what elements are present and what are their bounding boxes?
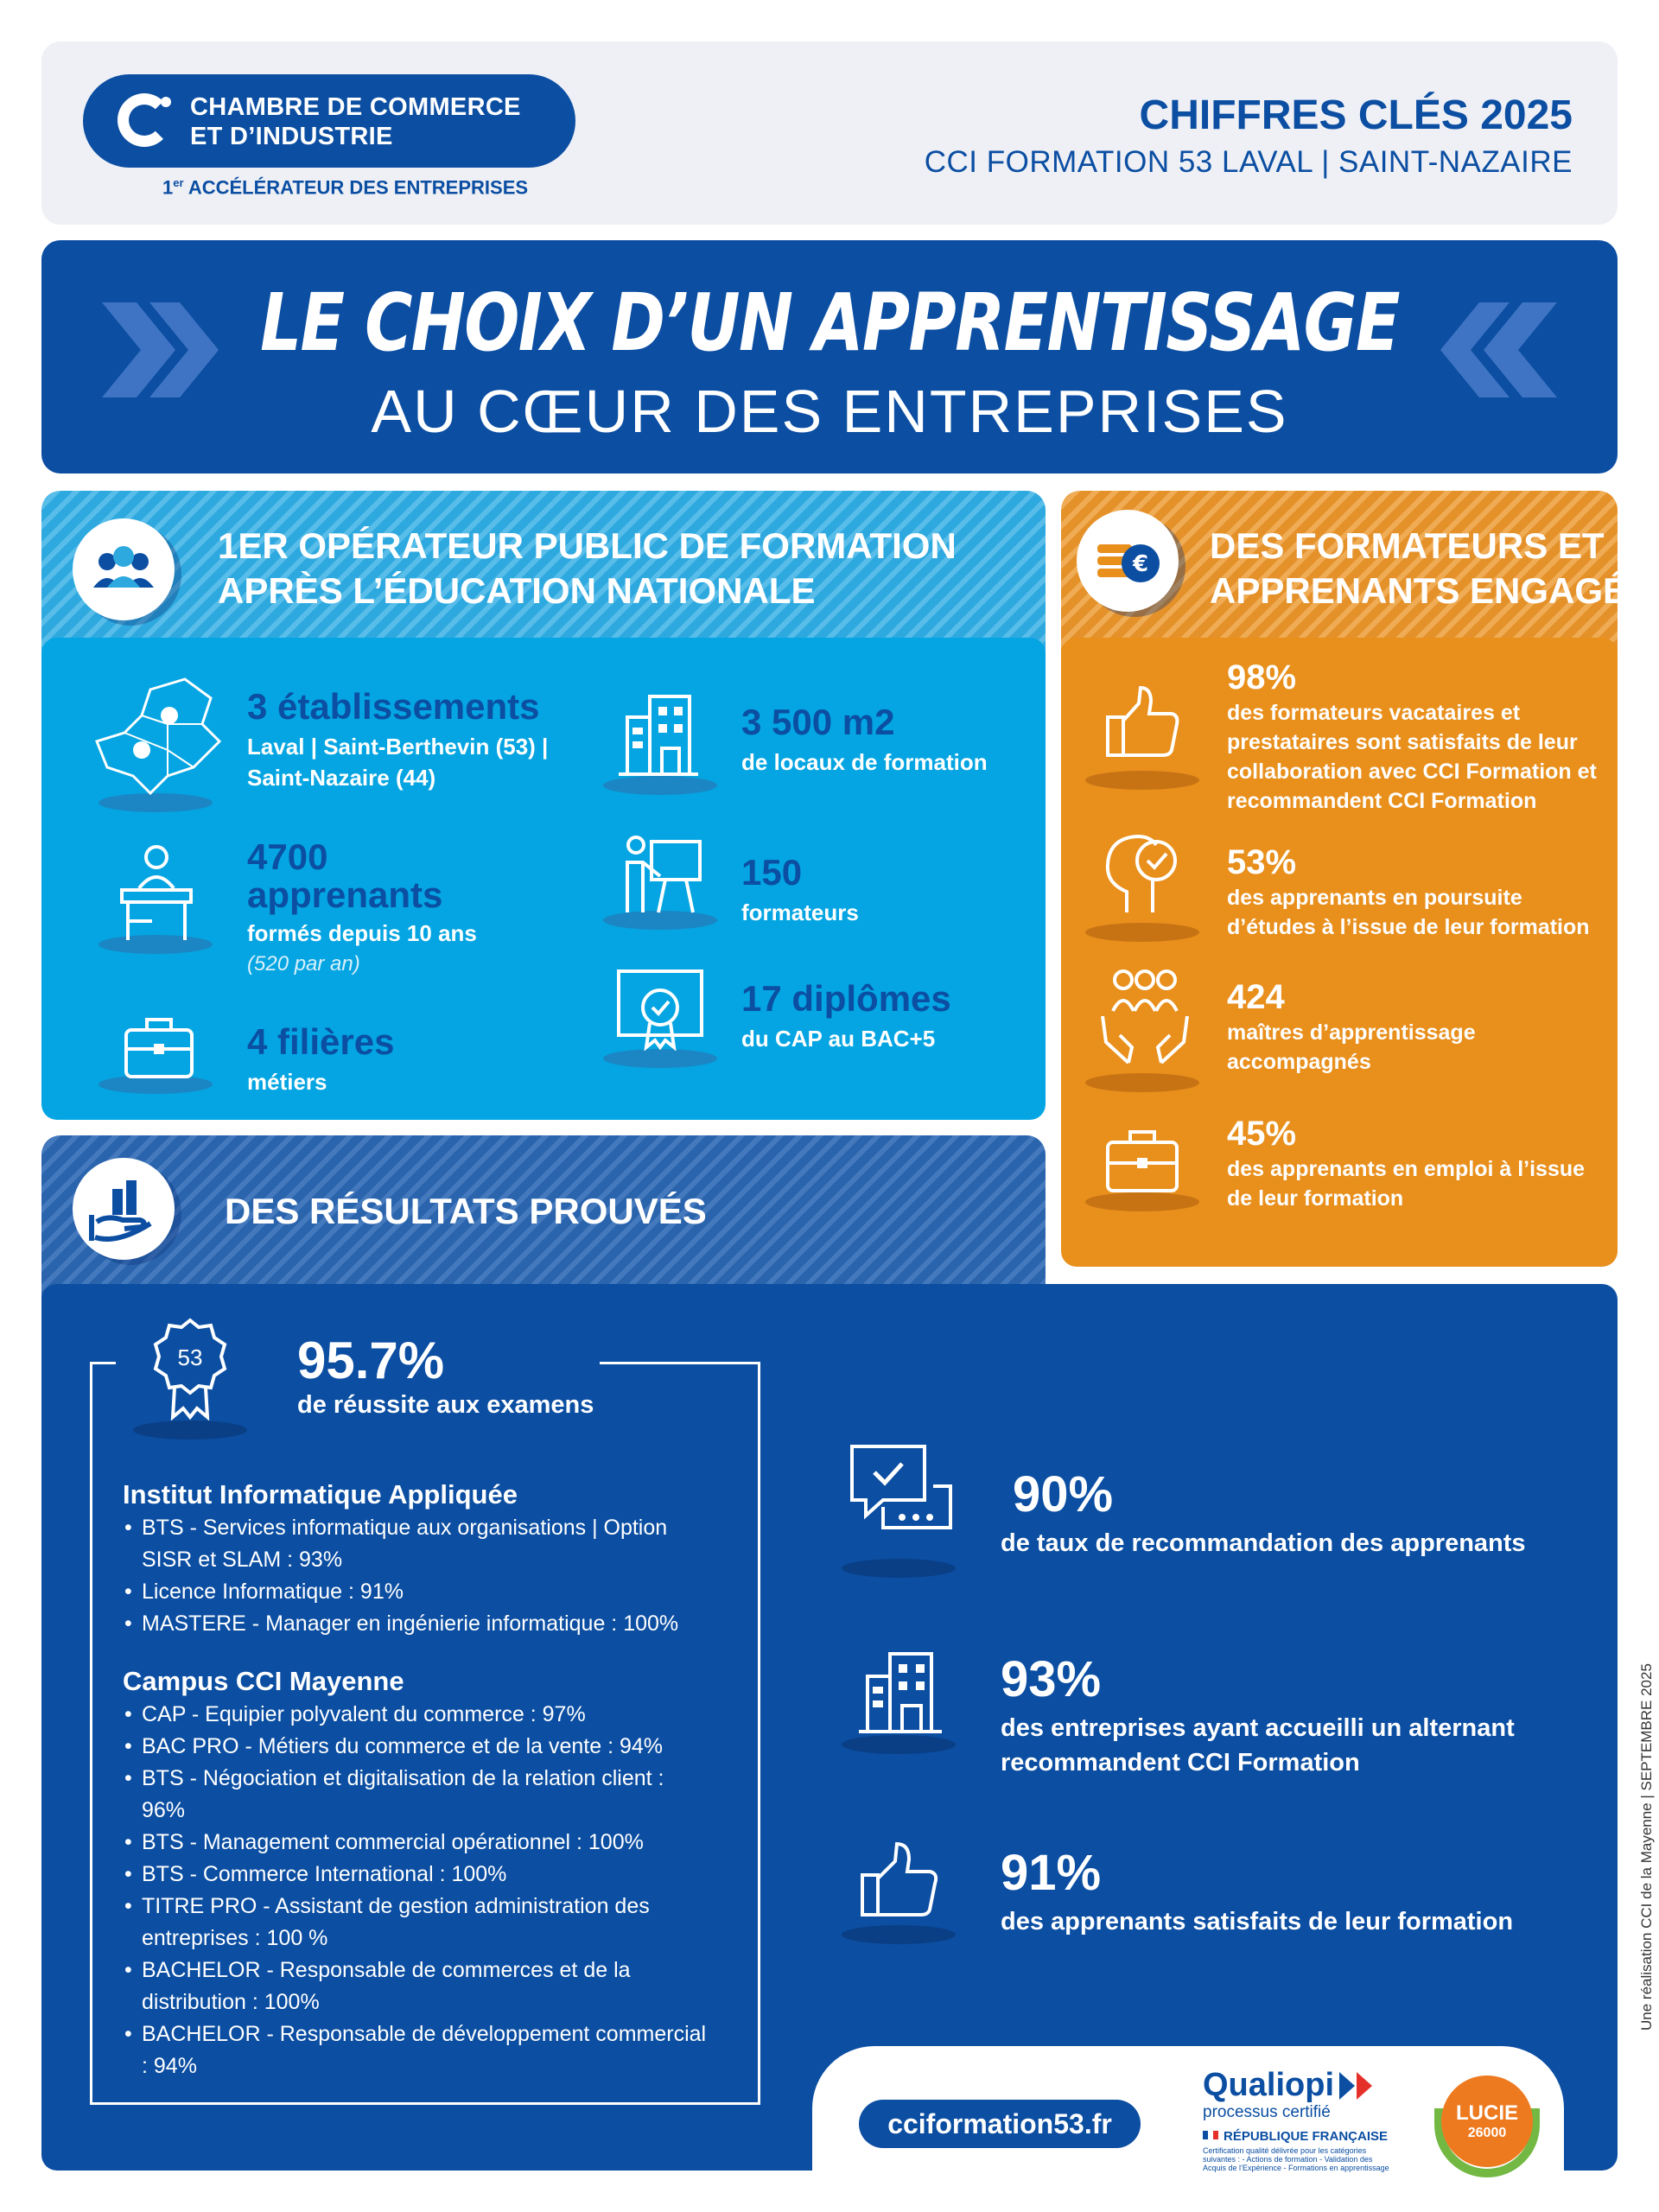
- hero-banner: [41, 240, 1618, 474]
- stat-establishments: 3 établissements: [247, 686, 540, 727]
- cci-logo-dot-icon: [161, 97, 171, 107]
- stat-engaged-desc-2: des apprenants en poursuite d’études à l’issue de leur formation: [1227, 886, 1590, 939]
- stat-diplomas-desc: du CAP au BAC+5: [741, 1026, 936, 1052]
- stat-surface: 3 500 m2: [741, 702, 895, 742]
- stat-learners-2: apprenants: [247, 874, 443, 915]
- page-subtitle: CCI FORMATION 53 LAVAL | SAINT-NAZAIRE: [924, 145, 1573, 179]
- list-item: • BACHELOR - Responsable de développement commercial : 94%: [124, 2018, 712, 2082]
- stat-engaged-pct-3: 424: [1227, 978, 1285, 1016]
- page-title: CHIFFRES CLÉS 2025: [1139, 92, 1573, 138]
- svg-text:€: €: [1132, 551, 1149, 577]
- stat-establishments-desc-1: Laval | Saint-Berthevin (53) |: [247, 734, 549, 760]
- list-item: • Licence Informatique : 91%: [124, 1576, 712, 1608]
- stat-sectors-desc: métiers: [247, 1069, 327, 1095]
- cci-logo[interactable]: [83, 74, 575, 168]
- stat-companies-desc: des entreprises ayant accueilli un alternant recommandent CCI Formation: [1001, 1714, 1515, 1777]
- stat-engaged-pct-1: 98%: [1227, 658, 1297, 696]
- logo-line-1: CHAMBRE DE COMMERCE: [190, 93, 521, 121]
- icon-shadow: [603, 776, 717, 795]
- group-list-campus: [124, 1699, 712, 2082]
- frame-top-left: [90, 1362, 116, 1364]
- icon-shadow: [1085, 771, 1199, 790]
- briefcase-icon: [1104, 1127, 1180, 1194]
- trainer-board-icon: [622, 835, 703, 918]
- stat-engaged-desc-4: des apprenants en emploi à l’issue de leur formation: [1227, 1157, 1586, 1211]
- diploma-icon: [615, 968, 705, 1051]
- map-icon: [90, 672, 237, 802]
- head-check-icon: [1101, 830, 1184, 916]
- qualiopi-logo: Qualiopi: [1203, 2067, 1334, 2103]
- section-operator-title-2: APRÈS L’ÉDUCATION NATIONALE: [218, 570, 816, 611]
- logo-tagline: 1er ACCÉLÉRATEUR DES ENTREPRISES: [162, 176, 529, 199]
- group-title-informatique: Institut Informatique Appliquée: [123, 1479, 518, 1510]
- logo-line-2: ET D’INDUSTRIE: [190, 123, 393, 150]
- qualiopi-subtitle: processus certifié: [1203, 2103, 1331, 2121]
- stat-companies-pct: 93%: [1001, 1651, 1102, 1707]
- list-item: • BACHELOR - Responsable de commerces et de la distribution : 100%: [124, 1955, 712, 2018]
- stat-recommend-desc: de taux de recommandation des apprenants: [1001, 1529, 1526, 1557]
- icon-shadow: [842, 1559, 956, 1578]
- rosette-badge-icon: [149, 1317, 232, 1421]
- section-engaged-title-1: DES FORMATEURS ET: [1210, 525, 1605, 566]
- republique-francaise: RÉPUBLIQUE FRANÇAISE: [1224, 2129, 1389, 2144]
- icon-shadow: [842, 1735, 956, 1754]
- french-flag-icon: [1203, 2131, 1218, 2139]
- building-icon: [855, 1649, 945, 1735]
- icon-shadow: [1085, 923, 1199, 942]
- section-operator-title-1: 1ER OPÉRATEUR PUBLIC DE FORMATION: [218, 525, 957, 566]
- banner-title: LE CHOIX D’UN APPRENTISSAGE: [260, 276, 1399, 369]
- list-item: • BAC PRO - Métiers du commerce et de la vente : 94%: [124, 1731, 712, 1763]
- list-item: • BTS - Management commercial opérationnel : 100%: [124, 1827, 712, 1859]
- stat-satisfied-pct: 91%: [1001, 1845, 1102, 1901]
- stat-engaged-pct-4: 45%: [1227, 1115, 1297, 1153]
- coins-euro-icon: [1077, 510, 1179, 612]
- stat-surface-desc: de locaux de formation: [741, 749, 988, 775]
- group-title-campus: Campus CCI Mayenne: [123, 1666, 404, 1696]
- svg-text:53: 53: [177, 1344, 203, 1370]
- hand-chart-icon: [73, 1158, 175, 1260]
- stat-learners-note: (520 par an): [247, 952, 360, 976]
- section-engaged-title-2: APPRENANTS ENGAGÉS: [1210, 570, 1652, 611]
- banner-subtitle: AU CŒUR DES ENTREPRISES: [371, 378, 1288, 445]
- header: [41, 41, 1618, 225]
- credit-note: Une réalisation CCI de la Mayenne | SEPTEMBRE 2025: [1638, 1663, 1655, 2031]
- stat-diplomas: 17 diplômes: [741, 978, 951, 1019]
- icon-shadow: [603, 1049, 717, 1068]
- icon-shadow: [1085, 1192, 1199, 1211]
- certification-note: Certification qualité délivrée pour les catégories suivantes : - Actions de formation - Validation des Acquis de l’Expérience - Formations en apprentissage: [1203, 2146, 1389, 2172]
- icon-shadow: [842, 1925, 956, 1944]
- lucie-logo: LUCIE 26000: [1441, 2075, 1533, 2167]
- stat-learners-desc: formés depuis 10 ans: [247, 920, 477, 946]
- stat-trainers-desc: formateurs: [741, 899, 859, 925]
- list-item: • MASTERE - Manager en ingénierie informatique : 100%: [124, 1608, 712, 1640]
- list-item: • BTS - Commerce International : 100%: [124, 1859, 712, 1891]
- qualiopi-arrows-icon: [1338, 2069, 1377, 2103]
- list-item: • BTS - Services informatique aux organisations | Option SISR et SLAM : 93%: [124, 1512, 712, 1576]
- stat-engaged-desc-3: maîtres d’apprentissage accompagnés: [1227, 1020, 1476, 1074]
- frame-top-right: [600, 1362, 760, 1364]
- list-item: • CAP - Equipier polyvalent du commerce : 97%: [124, 1699, 712, 1731]
- stat-exam-pct: 95.7%: [297, 1332, 445, 1389]
- thumbs-up-icon: [1104, 683, 1182, 760]
- stat-engaged-pct-2: 53%: [1227, 843, 1297, 881]
- briefcase-icon: [123, 1014, 195, 1080]
- chat-check-icon: [849, 1443, 954, 1543]
- stat-engaged-desc-1: des formateurs vacataires et prestataires sont satisfaits de leur collaboration avec CCI Formation et recommandent CCI Formation: [1227, 701, 1597, 813]
- stat-exam-desc: de réussite aux examens: [297, 1391, 594, 1419]
- thumbs-up-icon: [859, 1839, 942, 1922]
- group-list-informatique: [124, 1512, 712, 1640]
- student-desk-icon: [118, 845, 195, 944]
- section-results-title: DES RÉSULTATS PROUVÉS: [225, 1191, 707, 1231]
- people-group-icon: [73, 518, 175, 620]
- list-item: • TITRE PRO - Assistant de gestion administration des entreprises : 100 %: [124, 1891, 712, 1955]
- icon-shadow: [133, 1421, 247, 1440]
- stat-trainers: 150: [741, 852, 803, 893]
- list-item: • BTS - Négociation et digitalisation de la relation client : 96%: [124, 1763, 712, 1827]
- hands-people-icon: [1097, 964, 1192, 1066]
- stat-establishments-desc-2: Saint-Nazaire (44): [247, 765, 436, 791]
- stat-learners-1: 4700: [247, 836, 328, 877]
- website-link[interactable]: cciformation53.fr: [859, 2100, 1141, 2148]
- stat-sectors: 4 filières: [247, 1021, 395, 1062]
- stat-satisfied-desc: des apprenants satisfaits de leur formation: [1001, 1908, 1514, 1936]
- icon-shadow: [1085, 1073, 1199, 1092]
- stat-recommend-pct: 90%: [1013, 1466, 1114, 1522]
- building-icon: [615, 691, 702, 778]
